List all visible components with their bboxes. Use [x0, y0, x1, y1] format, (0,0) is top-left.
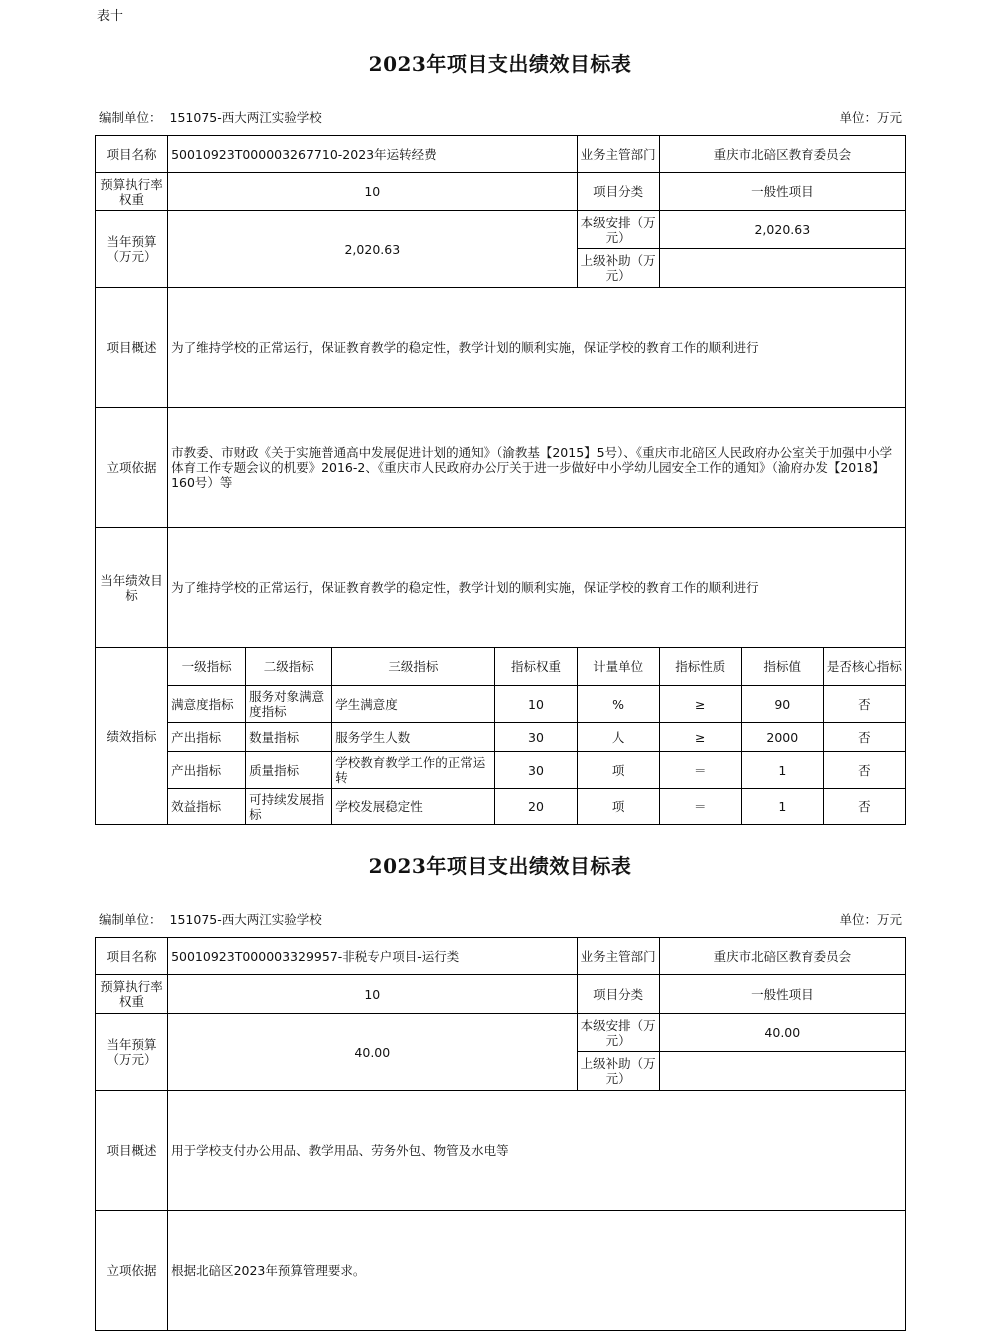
prep-unit-label: 编制单位：	[99, 912, 162, 927]
prep-unit-value: 151075-西大两江实验学校	[169, 912, 322, 927]
indicator-nature: ＝	[659, 752, 741, 789]
indicator-header-level1: 一级指标	[168, 648, 246, 686]
indicator-nature: ≥	[659, 686, 741, 723]
weight-value: 10	[168, 173, 577, 211]
section1-prep-unit	[99, 108, 322, 126]
local-budget-label: 本级安排（万元）	[577, 1014, 659, 1052]
budget-label: 当年预算（万元）	[96, 1014, 168, 1091]
section2-title: 2023年项目支出绩效目标表	[368, 854, 632, 878]
indicator-header-level3: 三级指标	[332, 648, 495, 686]
indicator-level2: 数量指标	[246, 723, 332, 752]
upper-subsidy-value	[659, 249, 905, 288]
local-budget-label: 本级安排（万元）	[577, 211, 659, 249]
basis-value: 市教委、市财政《关于实施普通高中发展促进计划的通知》（渝教基【2015】5号）、《重庆市北碚区人民政府办公室关于加强中小学体育工作专题会议的机要》2016-2、《重庆市人民政府办公厅关于进一步做好中小学幼儿园安全工作的通知》（渝府办发【2018】160号）等	[168, 408, 906, 528]
indicator-level1: 产出指标	[168, 752, 246, 789]
indicator-weight: 30	[495, 752, 577, 789]
indicator-header-nature: 指标性质	[659, 648, 741, 686]
overview-value: 为了维持学校的正常运行，保证教育教学的稳定性，教学计划的顺利实施，保证学校的教育工作的顺利进行	[168, 288, 906, 408]
indicator-value: 2000	[741, 723, 823, 752]
indicator-level1: 效益指标	[168, 789, 246, 825]
overview-value: 用于学校支付办公用品、教学用品、劳务外包、物管及水电等	[168, 1091, 906, 1211]
section1-currency-unit: 单位：万元	[839, 110, 902, 125]
indicator-weight: 20	[495, 789, 577, 825]
indicator-nature: ≥	[659, 723, 741, 752]
basis-label: 立项依据	[96, 408, 168, 528]
project-name-label: 项目名称	[96, 938, 168, 975]
indicator-header-weight: 指标权重	[495, 648, 577, 686]
indicator-weight: 10	[495, 686, 577, 723]
prep-unit-label: 编制单位：	[99, 110, 162, 125]
budget-value: 2,020.63	[168, 211, 577, 288]
indicator-unit: 人	[577, 723, 659, 752]
indicator-header-level2: 二级指标	[246, 648, 332, 686]
table-row	[96, 752, 906, 789]
indicator-value: 1	[741, 752, 823, 789]
table-label: 表十	[97, 9, 124, 24]
table-row	[96, 723, 906, 752]
weight-value: 10	[168, 975, 577, 1014]
annual-goal-label: 当年绩效目标	[96, 528, 168, 648]
section1-title: 2023年项目支出绩效目标表	[368, 52, 632, 76]
weight-label: 预算执行率权重	[96, 975, 168, 1014]
basis-value: 根据北碚区2023年预算管理要求。	[168, 1211, 906, 1331]
indicator-core: 否	[823, 723, 905, 752]
indicator-weight: 30	[495, 723, 577, 752]
indicator-value: 1	[741, 789, 823, 825]
project-name-value: 50010923T000003329957-非税专户项目-运行类	[168, 938, 577, 975]
indicator-unit: %	[577, 686, 659, 723]
indicator-header-unit: 计量单位	[577, 648, 659, 686]
upper-subsidy-label: 上级补助（万元）	[577, 249, 659, 288]
indicator-level2: 质量指标	[246, 752, 332, 789]
upper-subsidy-label: 上级补助（万元）	[577, 1052, 659, 1091]
indicator-level3: 服务学生人数	[332, 723, 495, 752]
category-value: 一般性项目	[659, 173, 905, 211]
weight-label: 预算执行率权重	[96, 173, 168, 211]
project-name-value: 50010923T000003267710-2023年运转经费	[168, 136, 577, 173]
annual-goal-value: 为了维持学校的正常运行，保证教育教学的稳定性，教学计划的顺利实施，保证学校的教育工作的顺利进行	[168, 528, 906, 648]
category-value: 一般性项目	[659, 975, 905, 1014]
category-label: 项目分类	[577, 975, 659, 1014]
indicator-header-value: 指标值	[741, 648, 823, 686]
indicator-nature: ＝	[659, 789, 741, 825]
section2-performance-table	[95, 937, 906, 1331]
indicator-core: 否	[823, 752, 905, 789]
dept-value: 重庆市北碚区教育委员会	[659, 938, 905, 975]
section2-prep-unit	[99, 910, 322, 928]
indicator-level1: 满意度指标	[168, 686, 246, 723]
indicators-label: 绩效指标	[96, 648, 168, 825]
dept-value: 重庆市北碚区教育委员会	[659, 136, 905, 173]
indicator-core: 否	[823, 789, 905, 825]
indicator-level3: 学校发展稳定性	[332, 789, 495, 825]
overview-label: 项目概述	[96, 1091, 168, 1211]
indicator-header-core: 是否核心指标	[823, 648, 905, 686]
upper-subsidy-value	[659, 1052, 905, 1091]
indicator-level2: 可持续发展指标	[246, 789, 332, 825]
prep-unit-value: 151075-西大两江实验学校	[169, 110, 322, 125]
section1-performance-table	[95, 135, 906, 825]
budget-label: 当年预算（万元）	[96, 211, 168, 288]
indicator-unit: 项	[577, 752, 659, 789]
indicator-level3: 学校教育教学工作的正常运转	[332, 752, 495, 789]
indicator-core: 否	[823, 686, 905, 723]
basis-label: 立项依据	[96, 1211, 168, 1331]
indicator-level3: 学生满意度	[332, 686, 495, 723]
indicator-level1: 产出指标	[168, 723, 246, 752]
category-label: 项目分类	[577, 173, 659, 211]
table-row	[96, 789, 906, 825]
budget-value: 40.00	[168, 1014, 577, 1091]
section2-currency-unit: 单位：万元	[839, 912, 902, 927]
local-budget-value: 2,020.63	[659, 211, 905, 249]
indicator-unit: 项	[577, 789, 659, 825]
indicator-value: 90	[741, 686, 823, 723]
dept-label: 业务主管部门	[577, 136, 659, 173]
table-row	[96, 686, 906, 723]
project-name-label: 项目名称	[96, 136, 168, 173]
indicator-level2: 服务对象满意度指标	[246, 686, 332, 723]
local-budget-value: 40.00	[659, 1014, 905, 1052]
dept-label: 业务主管部门	[577, 938, 659, 975]
overview-label: 项目概述	[96, 288, 168, 408]
